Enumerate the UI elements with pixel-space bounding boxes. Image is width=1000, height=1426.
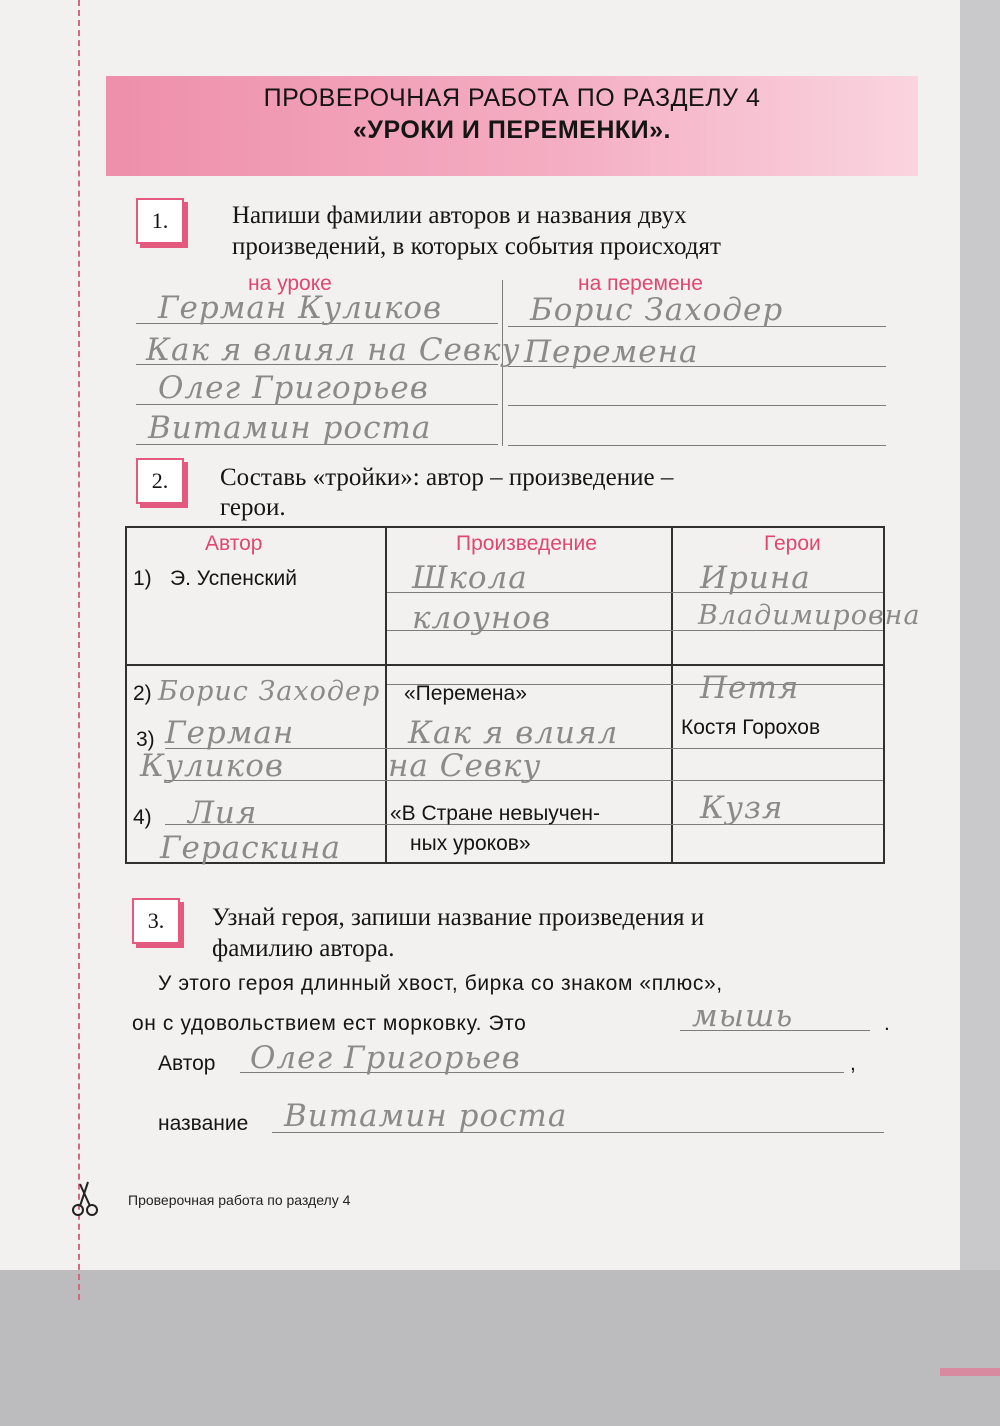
task-2-text-line-2: герои.: [220, 494, 286, 521]
header-author: Автор: [205, 532, 263, 555]
table-divider: [385, 528, 387, 862]
title-label: название: [158, 1112, 249, 1135]
table-row-separator: [127, 664, 883, 666]
task-2-number: 2.: [136, 458, 184, 504]
answer-line: [508, 405, 886, 406]
author-label: Автор: [158, 1052, 216, 1075]
row-number-1: 1): [133, 567, 152, 590]
row4-work-line-1: «В Стране невыучен-: [390, 802, 601, 825]
handwritten-answer: клоунов: [412, 600, 552, 636]
task-3-text-line-1: Узнай героя, запиши название произведения и: [212, 904, 705, 931]
row-number-4: 4): [133, 806, 152, 829]
task-3-number: 3.: [132, 898, 180, 944]
task-1-text-line-2: произведений, в которых события происходят: [232, 233, 721, 260]
task-1-number: 1.: [136, 198, 184, 244]
handwritten-answer: мышь: [692, 998, 794, 1034]
handwritten-answer: Гераскина: [160, 830, 341, 866]
handwritten-answer: Петя: [700, 670, 800, 706]
handwritten-answer: Владимировна: [698, 600, 921, 631]
task-1-text-line-1: Напиши фамилии авторов и названия двух: [232, 202, 687, 229]
handwritten-answer: Ирина: [700, 560, 811, 596]
task-3-sentence-line-1: У этого героя длинный хвост, бирка со знаком «плюс»,: [158, 972, 723, 995]
handwritten-answer: Кузя: [700, 790, 784, 826]
author-comma: ,: [850, 1052, 856, 1075]
underlying-surface: [0, 1270, 1000, 1426]
handwritten-answer: Лия: [188, 795, 258, 831]
title-line-2: «УРОКИ И ПЕРЕМЕНКИ».: [353, 116, 671, 144]
handwritten-answer: Борис Заходер: [158, 676, 381, 707]
handwritten-answer: Как я влиял: [408, 715, 619, 751]
col-label-break: на перемене: [578, 272, 703, 295]
handwritten-answer: Герман Куликов: [158, 290, 443, 326]
row3-hero: Костя Горохов: [681, 716, 821, 739]
handwritten-answer: Витамин роста: [148, 410, 432, 446]
col-label-lesson: на уроке: [248, 272, 332, 295]
handwritten-answer: Олег Григорьев: [158, 370, 429, 406]
header-heroes: Герои: [764, 532, 821, 555]
sentence-dot: .: [884, 1012, 890, 1035]
task-3-text-line-2: фамилию автора.: [212, 935, 395, 962]
row-number-2: 2): [133, 682, 152, 705]
answer-line: [508, 445, 886, 446]
table-divider: [671, 528, 673, 862]
handwritten-answer: Олег Григорьев: [250, 1040, 521, 1076]
footer-text: Проверочная работа по разделу 4: [128, 1192, 351, 1208]
handwritten-answer: на Севку: [388, 748, 542, 784]
page-edge: [940, 1368, 1000, 1376]
handwritten-answer: Борис Заходер: [530, 292, 784, 328]
handwritten-answer: Герман: [165, 715, 295, 751]
cut-line: [78, 0, 80, 1300]
title-line-1: ПРОВЕРОЧНАЯ РАБОТА ПО РАЗДЕЛУ 4: [263, 84, 761, 112]
row-number-3: 3): [136, 728, 155, 751]
task-3-sentence-line-2: он с удовольствием ест морковку. Это: [132, 1012, 527, 1035]
handwritten-answer: Витамин роста: [284, 1098, 568, 1134]
header-work: Произведение: [456, 532, 597, 555]
handwritten-answer: Как я влиял на Севку: [146, 332, 521, 368]
handwritten-answer: Куликов: [140, 748, 284, 784]
scissors-icon: [68, 1180, 104, 1220]
row1-author: Э. Успенский: [170, 567, 297, 590]
row4-work-line-2: ных уроков»: [410, 832, 531, 855]
row2-work: «Перемена»: [404, 682, 527, 705]
handwritten-answer: Школа: [412, 560, 528, 596]
task-2-text-line-1: Составь «тройки»: автор – произведение –: [220, 464, 674, 491]
handwritten-answer: Перемена: [524, 334, 699, 370]
